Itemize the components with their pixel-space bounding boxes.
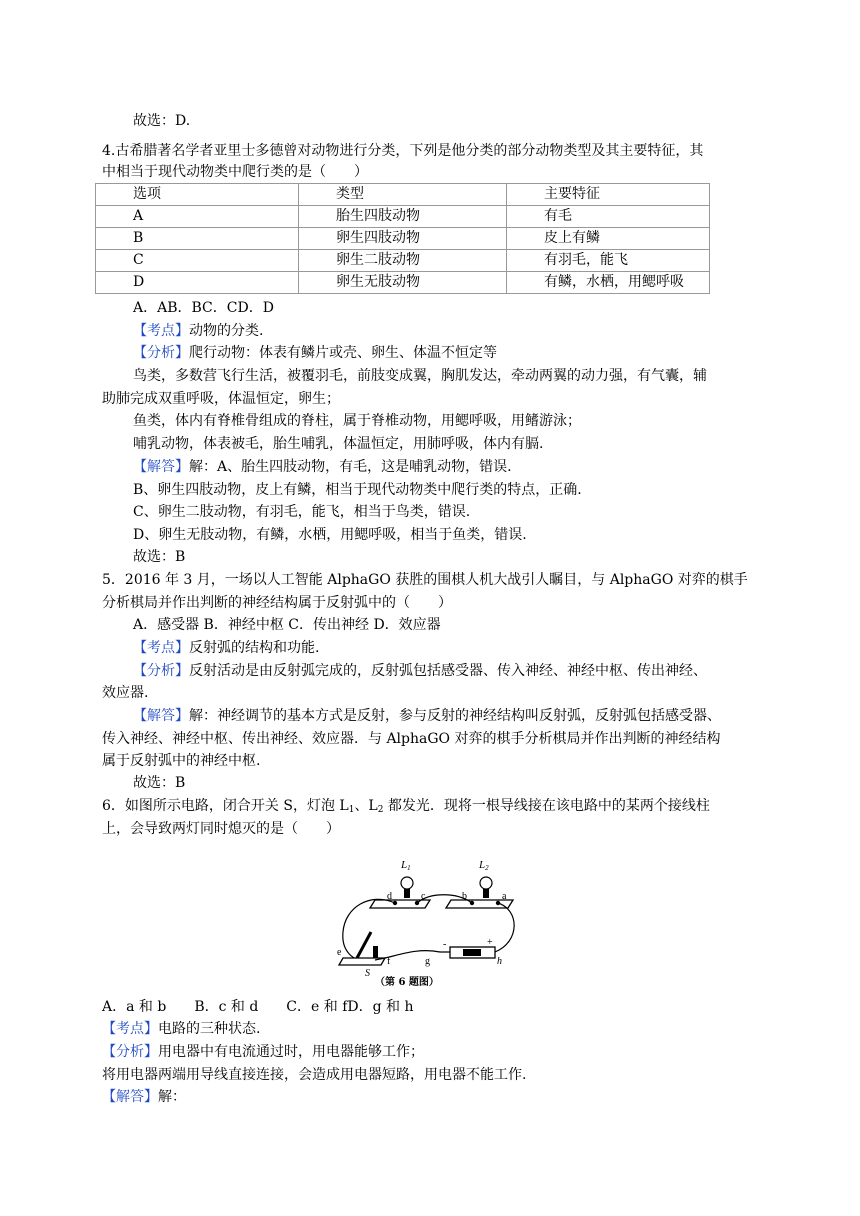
switch-lever — [357, 932, 371, 958]
q5-fenxi-line2: 效应器. — [102, 685, 149, 701]
table-cell: 卵生二肢动物 — [299, 250, 507, 272]
lamp1-socket — [404, 889, 410, 898]
label-g: g — [425, 956, 430, 967]
lamp2-bulb-icon — [480, 877, 492, 889]
fenxi-label: 【分析】 — [102, 1044, 158, 1060]
table-cell: C — [96, 250, 299, 272]
jieda-text: 解：神经调节的基本方式是反射，参与反射的神经结构叫反射弧，反射弧包括感受器、 — [189, 708, 721, 724]
q5-jieda-line2: 传入神经、神经中枢、传出神经、效应器．与 AlphaGO 对弈的棋手分析棋局并作出判断的神经结构 — [102, 731, 721, 747]
q4-fenxi-fish: 鱼类，体内有脊椎骨组成的脊柱，属于脊椎动物，用鳃呼吸，用鳍游泳； — [133, 413, 581, 429]
q4-stem-line2: 中相当于现代动物类中爬行类的是（ ） — [102, 164, 368, 180]
circuit-diagram — [335, 852, 525, 987]
q5-answer: 故选：B — [133, 775, 186, 791]
q6-jieda — [102, 1086, 186, 1108]
jieda-label: 【解答】 — [133, 708, 189, 724]
kaodian-label: 【考点】 — [133, 640, 189, 656]
table-header-cell: 主要特征 — [507, 184, 710, 206]
q4-fenxi-bird1: 鸟类，多数营飞行生活，被覆羽毛，前肢变成翼，胸肌发达，牵动两翼的动力强，有气囊，辅 — [133, 368, 707, 384]
fenxi-label: 【分析】 — [133, 345, 189, 361]
table-cell: A — [96, 206, 299, 228]
q4-jieda-d: D、卵生无肢动物，有鳞，水栖，用鳃呼吸，相当于鱼类，错误. — [133, 527, 527, 543]
battery-minus: - — [443, 939, 447, 950]
q6-options: A．a 和 b B．c 和 d C．e 和 fD．g 和 h — [102, 999, 414, 1015]
table-cell: 皮上有鳞 — [507, 228, 710, 250]
figure-caption: （第 6 题图） — [375, 977, 439, 987]
table-cell: 卵生无肢动物 — [299, 272, 507, 294]
q4-answer: 故选：B — [133, 549, 186, 565]
label-h: h — [497, 956, 502, 967]
switch-contact — [373, 946, 378, 958]
kaodian-text: 电路的三种状态. — [158, 1021, 261, 1037]
table-row — [96, 206, 710, 228]
jieda-label: 【解答】 — [102, 1089, 158, 1105]
q5-stem-line1: 5．2016 年 3 月，一场以人工智能 AlphaGO 获胜的围棋人机大战引人瞩目，与 AlphaGO 对弈的棋手 — [102, 572, 748, 588]
q5-fenxi — [133, 660, 707, 682]
q5-kaodian — [133, 637, 319, 659]
q6-fenxi — [102, 1041, 424, 1063]
q6-kaodian — [102, 1018, 260, 1040]
q6-stem-line1 — [102, 795, 710, 817]
table-cell: 胎生四肢动物 — [299, 206, 507, 228]
jieda-text: 解：A、胎生四肢动物，有毛，这是哺乳动物，错误. — [189, 459, 512, 475]
q5-options: A．感受器 B．神经中枢 C．传出神经 D．效应器 — [133, 617, 441, 633]
subscript: 2 — [377, 805, 384, 815]
table-row — [96, 228, 710, 250]
q4-fenxi-bird2: 助肺完成双重呼吸，体温恒定，卵生； — [102, 391, 340, 407]
q4-jieda-b: B、卵生四肢动物，皮上有鳞，相当于现代动物类中爬行类的特点，正确. — [133, 482, 582, 498]
label-c: c — [421, 891, 426, 902]
prev-answer: 故选：D. — [133, 113, 191, 129]
table-header-row — [96, 184, 710, 206]
battery-cell — [463, 949, 481, 956]
label-b: b — [462, 891, 467, 902]
table-header-cell: 选项 — [96, 184, 299, 206]
table-cell: 有羽毛，能飞 — [507, 250, 710, 272]
q6-stem-line2: 上，会导致两灯同时熄灭的是（ ） — [102, 821, 340, 837]
q4-kaodian — [133, 320, 263, 342]
fenxi-text: 反射活动是由反射弧完成的，反射弧包括感受器、传入神经、神经中枢、传出神经、 — [189, 663, 707, 679]
q4-jieda-c: C、卵生二肢动物，有羽毛，能飞，相当于鸟类，错误. — [133, 504, 471, 520]
q6-fenxi-line2: 将用电器两端用导线直接连接，会造成用电器短路，用电器不能工作. — [102, 1067, 527, 1083]
q6-stem-part-b: 、L — [354, 798, 378, 814]
q6-stem-part-a: 6．如图所示电路，闭合开关 S，灯泡 L — [102, 798, 349, 814]
q4-jieda — [133, 456, 512, 478]
lamp1-label: L1 — [401, 859, 411, 872]
lamp2-label: L2 — [479, 859, 489, 872]
label-d: d — [387, 891, 392, 902]
label-f: f — [387, 956, 391, 967]
fenxi-text: 爬行动物：体表有鳞片或壳、卵生、体温不恒定等 — [189, 345, 497, 361]
table-cell: B — [96, 228, 299, 250]
q6-stem-part-c: 都发光．现将一根导线接在该电路中的某两个接线柱 — [383, 798, 710, 814]
battery-plus: + — [487, 937, 493, 948]
table-cell: 卵生四肢动物 — [299, 228, 507, 250]
q4-fenxi-mammal: 哺乳动物，体表被毛，胎生哺乳，体温恒定，用肺呼吸，体内有膈. — [133, 436, 544, 452]
jieda-text: 解： — [158, 1089, 186, 1105]
q5-stem-line2: 分析棋局并作出判断的神经结构属于反射弧中的（ ） — [102, 595, 452, 611]
fenxi-text: 用电器中有电流通过时，用电器能够工作； — [158, 1044, 424, 1060]
lamp2-socket — [483, 889, 489, 898]
jieda-label: 【解答】 — [133, 459, 189, 475]
subscript: 1 — [348, 805, 355, 815]
kaodian-text: 动物的分类. — [189, 323, 264, 339]
table-row — [96, 272, 710, 294]
fenxi-label: 【分析】 — [133, 663, 189, 679]
q5-jieda-line3: 属于反射弧中的神经中枢. — [102, 753, 261, 769]
table-cell: 有鳞，水栖，用鳃呼吸 — [507, 272, 710, 294]
switch-label: S — [365, 968, 370, 979]
kaodian-text: 反射弧的结构和功能. — [189, 640, 320, 656]
label-e: e — [337, 947, 342, 958]
lamp1-bulb-icon — [401, 877, 413, 889]
kaodian-label: 【考点】 — [133, 323, 189, 339]
label-a: a — [502, 891, 507, 902]
table-cell: 有毛 — [507, 206, 710, 228]
q5-jieda — [133, 705, 721, 727]
q4-stem-line1: 4.古希腊著名学者亚里士多德曾对动物进行分类，下列是他分类的部分动物类型及其主要特征，其 — [102, 143, 704, 159]
table-row — [96, 250, 710, 272]
q4-fenxi — [133, 342, 497, 364]
table-cell: D — [96, 272, 299, 294]
wire-a-battery — [495, 903, 514, 952]
q4-animal-table — [95, 183, 710, 294]
kaodian-label: 【考点】 — [102, 1021, 158, 1037]
q4-options: A．AB．BC．CD．D — [133, 300, 274, 316]
table-header-cell: 类型 — [299, 184, 507, 206]
